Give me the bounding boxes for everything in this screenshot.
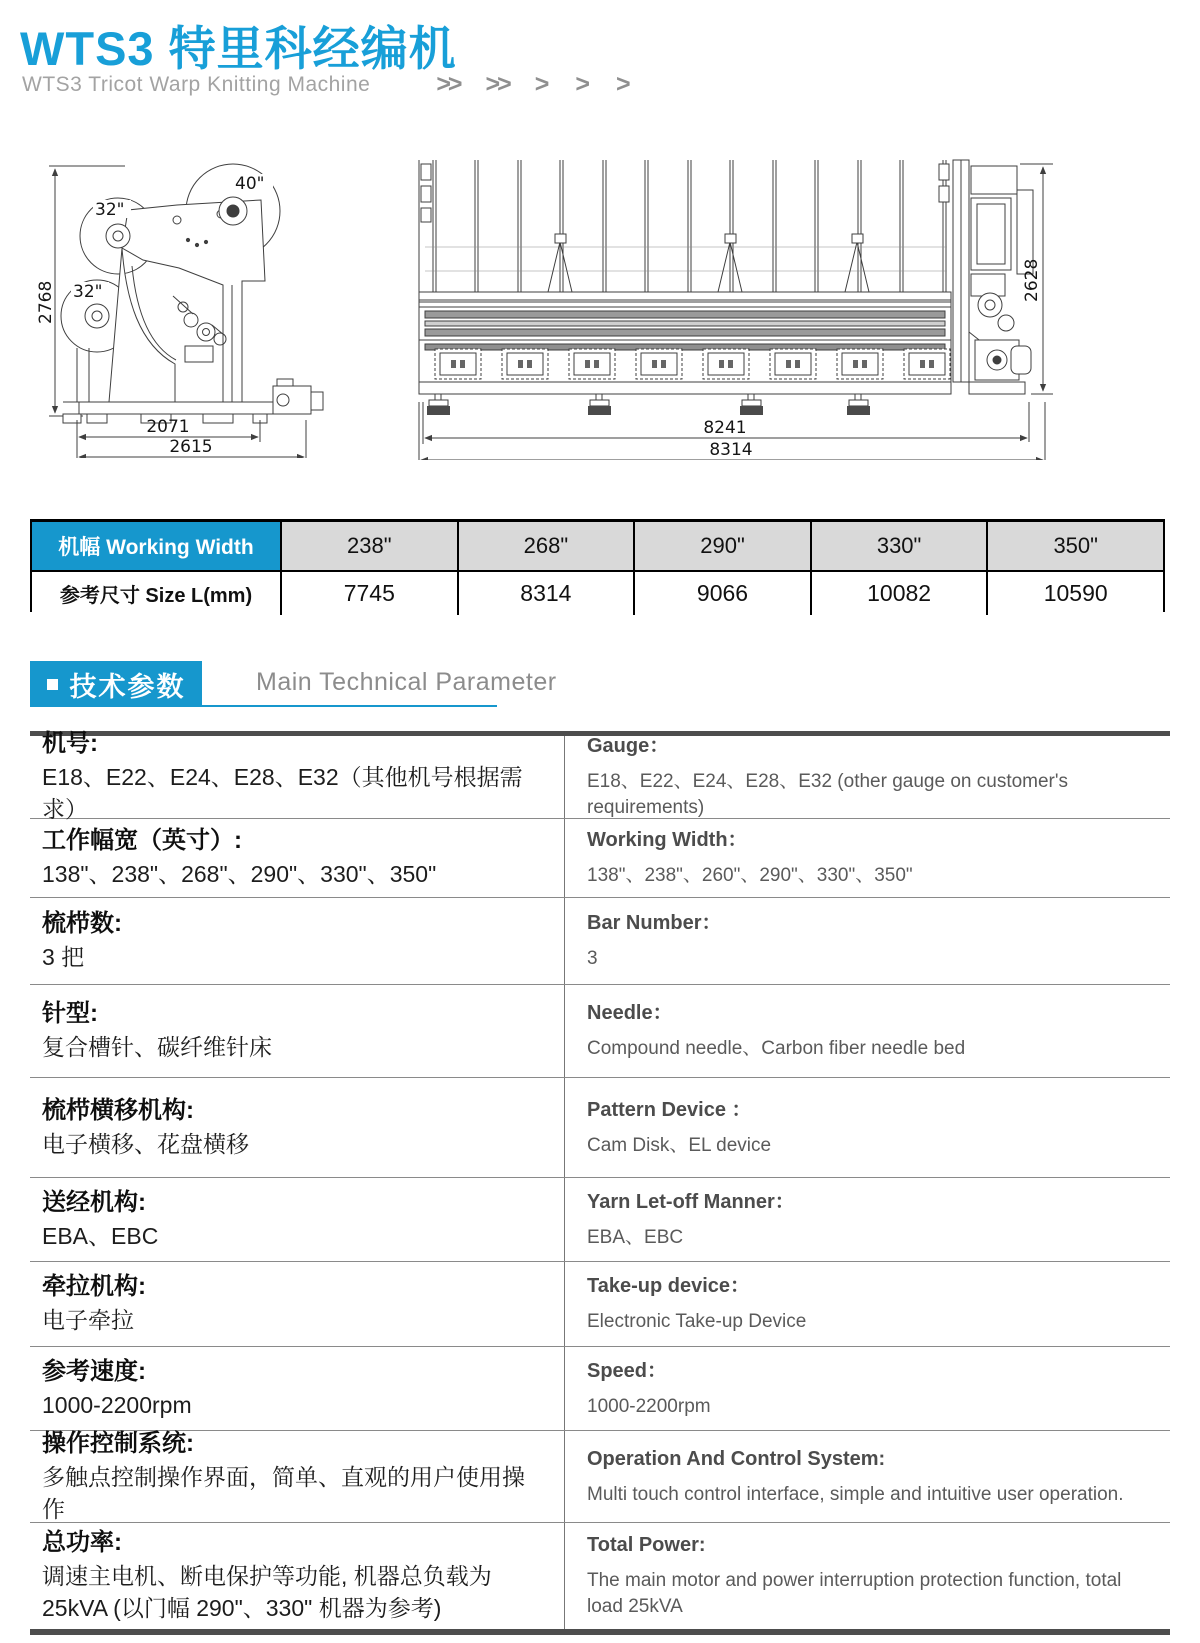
spec-en-body: 138"、238"、260"、290"、330"、350" — [587, 865, 913, 887]
page-subtitle: WTS3 Tricot Warp Knitting Machine — [22, 72, 371, 96]
page-subtitle-row — [22, 72, 631, 97]
front-view-drawing — [405, 150, 1055, 460]
working-width-table — [30, 519, 1165, 612]
width-column: 290" — [633, 522, 810, 570]
spec-row — [30, 1077, 1170, 1177]
width-table-header-label: 机幅 Working Width — [32, 522, 280, 570]
dim-width-8314: 8314 — [709, 440, 753, 460]
dim-width-2615: 2615 — [169, 437, 213, 457]
spec-en-title: Take-up device： — [587, 1275, 751, 1298]
spec-table — [30, 731, 1170, 1635]
size-value: 8314 — [457, 570, 634, 615]
spec-cn-body: 3 把 — [42, 944, 85, 971]
dim-height-2628: 2628 — [1022, 258, 1042, 302]
spec-cn-body: EBA、EBC — [42, 1222, 159, 1249]
square-bullet-icon — [47, 679, 58, 690]
chevron-decoration — [410, 72, 630, 97]
spec-en-body: E18、E22、E24、E28、E32 (other gauge on customer's requirements) — [587, 771, 1069, 818]
spec-en-title: Speed： — [587, 1359, 668, 1382]
spec-en-title: Working Width： — [587, 829, 748, 852]
section-underline — [202, 705, 497, 707]
spec-row — [30, 1261, 1170, 1346]
spec-row — [30, 818, 1170, 897]
spec-cn-title: 工作幅宽（英寸）: — [42, 827, 242, 855]
spec-row — [30, 1430, 1170, 1522]
spec-en-title: Gauge： — [587, 735, 670, 758]
spec-cn-title: 总功率: — [42, 1529, 122, 1557]
spec-en-body: EBA、EBC — [587, 1226, 684, 1248]
spec-cn-body: 138"、238"、268"、290"、330"、350" — [42, 861, 437, 888]
beam-32-top-label: 32" — [95, 200, 125, 220]
spec-cn-title: 梳栉横移机构: — [42, 1096, 194, 1124]
width-column: 238" — [280, 522, 457, 570]
spec-cn-title: 机号: — [42, 730, 98, 758]
spec-en-title: Bar Number： — [587, 912, 722, 935]
front-view-linework — [419, 160, 1053, 460]
spec-cn-body: 电子牵拉 — [42, 1307, 134, 1334]
chevron-icon: > — [615, 70, 631, 98]
size-value: 9066 — [633, 570, 810, 615]
width-column: 330" — [810, 522, 987, 570]
spec-en-title: Yarn Let-off Manner： — [587, 1190, 795, 1213]
chevron-icon: >> — [436, 70, 460, 98]
spec-cn-body: 电子横移、花盘横移 — [42, 1130, 249, 1157]
size-value: 10082 — [810, 570, 987, 615]
spec-row — [30, 1346, 1170, 1430]
spec-en-title: Pattern Device ： — [587, 1098, 752, 1121]
chevron-icon: > — [534, 70, 550, 98]
spec-en-body: 3 — [587, 948, 598, 970]
spec-en-body: The main motor and power interruption protection function, total load 25kVA — [587, 1570, 1122, 1617]
spec-row — [30, 730, 1170, 823]
width-column: 350" — [986, 522, 1163, 570]
beam-40-label: 40" — [235, 174, 265, 194]
size-value: 10590 — [986, 570, 1163, 615]
spec-cn-title: 针型: — [42, 1000, 98, 1028]
width-table-row-label: 参考尺寸 Size L(mm) — [32, 570, 280, 615]
spec-cn-title: 操作控制系统: — [42, 1429, 194, 1457]
section-title-cn: 技术参数 — [69, 671, 186, 702]
spec-cn-body: 多触点控制操作界面，简单、直观的用户使用操作 — [42, 1463, 525, 1522]
spec-cn-title: 送经机构: — [42, 1188, 146, 1216]
spec-en-body: Multi touch control interface, simple and intuitive user operation. — [587, 1483, 1124, 1505]
spec-en-title: Operation And Control System: — [587, 1447, 886, 1470]
spec-cn-body: 调速主电机、断电保护等功能, 机器总负载为 25kVA (以门幅 290"、330" 机器为参考) — [42, 1563, 492, 1622]
spec-cn-title: 梳栉数: — [42, 910, 122, 938]
spec-cn-body: 1000-2200rpm — [42, 1391, 192, 1418]
beam-32-bottom-label: 32" — [73, 282, 103, 302]
spec-row — [30, 897, 1170, 984]
dim-width-2071: 2071 — [146, 417, 190, 437]
spec-en-body: Cam Disk、EL device — [587, 1134, 772, 1156]
chevron-icon: > — [575, 70, 590, 98]
side-view-drawing — [25, 148, 410, 458]
spec-en-title: Total Power: — [587, 1534, 706, 1557]
chevron-icon: >> — [485, 70, 509, 98]
spec-en-body: 1000-2200rpm — [587, 1395, 711, 1417]
spec-row — [30, 1522, 1170, 1629]
section-header-badge — [30, 661, 202, 707]
spec-en-body: Compound needle、Carbon fiber needle bed — [587, 1038, 966, 1060]
size-value: 7745 — [280, 570, 457, 615]
dim-width-8241: 8241 — [703, 418, 747, 438]
spec-row — [30, 1177, 1170, 1261]
spec-cn-title: 参考速度: — [42, 1357, 146, 1385]
spec-cn-body: 复合槽针、碳纤维针床 — [42, 1034, 272, 1061]
dim-height-2768: 2768 — [36, 280, 56, 324]
width-column: 268" — [457, 522, 634, 570]
spec-en-body: Electronic Take-up Device — [587, 1311, 807, 1333]
side-view-linework — [49, 164, 323, 458]
spec-row — [30, 984, 1170, 1077]
spec-cn-body: E18、E22、E24、E28、E32（其他机号根据需求） — [42, 764, 523, 823]
section-title-en: Main Technical Parameter — [256, 668, 557, 696]
spec-en-title: Needle： — [587, 1002, 673, 1025]
spec-cn-title: 牵拉机构: — [42, 1273, 146, 1301]
page-title: WTS3 特里科经编机 — [20, 22, 457, 75]
